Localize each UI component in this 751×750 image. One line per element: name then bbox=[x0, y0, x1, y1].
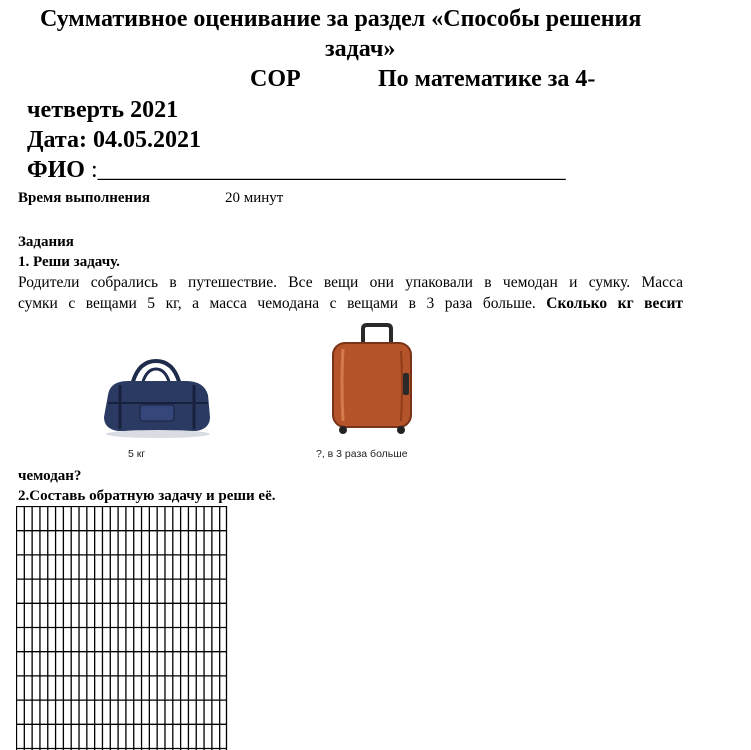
answer-grid[interactable] bbox=[16, 506, 228, 750]
title-line-1: Суммативное оценивание за раздел «Способы решения bbox=[40, 6, 642, 32]
task1-question-bold: Сколько кг весит bbox=[546, 295, 683, 312]
bag-caption: 5 кг bbox=[128, 448, 146, 460]
task1-title: 1. Реши задачу. bbox=[18, 254, 120, 270]
task1-text-line2-plain: сумки с вещами 5 кг, а масса чемодана с вещами в 3 раза больше. bbox=[18, 295, 536, 312]
sor-label: СОР bbox=[250, 66, 301, 92]
duffel-bag-image bbox=[98, 355, 216, 440]
subject-line: По математике за 4- bbox=[378, 66, 596, 92]
fio-row bbox=[27, 155, 566, 185]
date-line: Дата: 04.05.2021 bbox=[27, 127, 201, 153]
tasks-heading: Задания bbox=[18, 234, 74, 250]
fio-label: ФИО bbox=[27, 157, 85, 183]
suitcase-image bbox=[325, 323, 420, 436]
title-line-2: задач» bbox=[325, 36, 396, 62]
task1-question-end: чемодан? bbox=[18, 468, 82, 484]
fio-blank-line[interactable]: :_______________________________________ bbox=[90, 157, 566, 183]
task1-text-line1: Родители собрались в путешествие. Все вещи они упаковали в чемодан и сумку. Масса bbox=[18, 274, 683, 291]
quarter-line: четверть 2021 bbox=[27, 97, 179, 123]
time-label: Время выполнения bbox=[18, 190, 150, 206]
suitcase-caption: ?, в 3 раза больше bbox=[316, 448, 408, 460]
task2-title: 2.Составь обратную задачу и реши её. bbox=[18, 488, 276, 504]
task1-text-line2 bbox=[18, 293, 683, 314]
time-value: 20 минут bbox=[225, 190, 284, 206]
